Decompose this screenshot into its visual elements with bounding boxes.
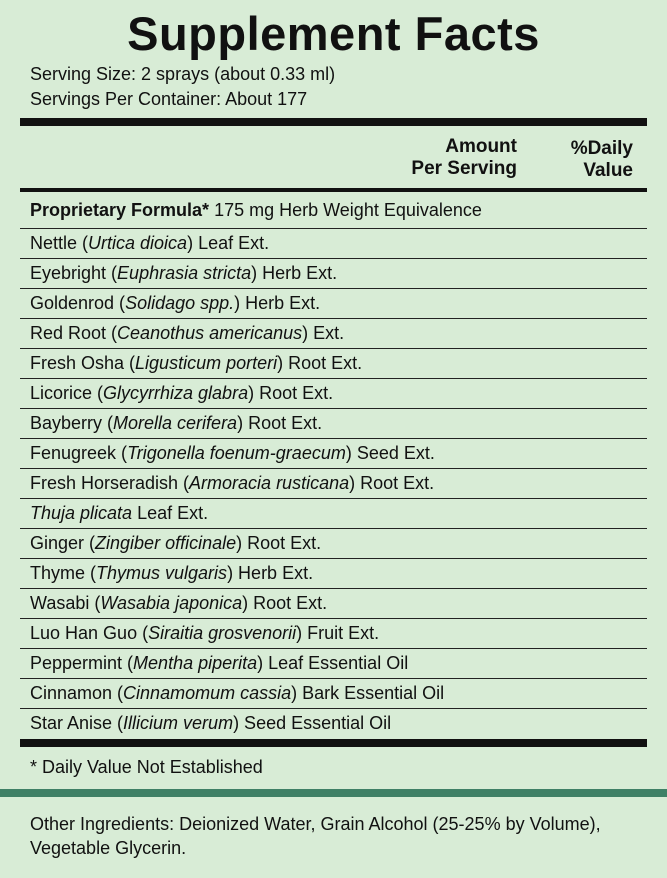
ingredient-common-name: Thyme ( <box>30 563 97 583</box>
servings-per-container: Servings Per Container: About 177 <box>30 89 308 109</box>
ingredient-row <box>20 619 647 649</box>
ingredient-common-name: Peppermint ( <box>30 653 134 673</box>
ingredient-part: ) Bark Essential Oil <box>291 683 445 703</box>
ingredient-part: ) Root Ext. <box>237 413 323 433</box>
ingredient-row <box>20 529 647 559</box>
ingredient-latin-name: Siraitia grosvenorii <box>148 623 297 643</box>
ingredient-part: ) Seed Ext. <box>345 443 435 463</box>
daily-value-footnote: * Daily Value Not Established <box>30 757 263 777</box>
ingredient-row <box>20 499 647 529</box>
ingredient-common-name: Fresh Horseradish ( <box>30 473 190 493</box>
ingredient-common-name: Cinnamon ( <box>30 683 124 703</box>
ingredient-common-name: Star Anise ( <box>30 713 124 733</box>
ingredient-common-name: Fresh Osha ( <box>30 353 136 373</box>
ingredient-latin-name: Thuja plicata <box>30 503 133 523</box>
ingredient-latin-name: Solidago spp. <box>125 293 235 313</box>
ingredient-common-name: Ginger ( <box>30 533 96 553</box>
ingredient-row <box>20 649 647 679</box>
ingredient-row <box>20 559 647 589</box>
ingredient-row <box>20 439 647 469</box>
ingredient-common-name: Fenugreek ( <box>30 443 128 463</box>
ingredient-common-name: Eyebright ( <box>30 263 118 283</box>
amount-per-serving-header <box>411 136 517 180</box>
serving-size: Serving Size: 2 sprays (about 0.33 ml) <box>30 64 336 84</box>
ingredient-part: ) Fruit Ext. <box>296 623 380 643</box>
ingredient-part: ) Seed Essential Oil <box>233 713 392 733</box>
ingredient-row <box>20 289 647 319</box>
ingredient-latin-name: Ligusticum porteri <box>135 353 278 373</box>
ingredient-part: Leaf Ext. <box>132 503 209 523</box>
ingredient-part: ) Leaf Ext. <box>187 233 270 253</box>
ingredient-latin-name: Ceanothus americanus <box>117 323 303 343</box>
ingredient-common-name: Bayberry ( <box>30 413 114 433</box>
ingredient-row <box>20 259 647 289</box>
ingredient-row <box>20 349 647 379</box>
ingredient-part: ) Root Ext. <box>277 353 363 373</box>
ingredient-common-name: Goldenrod ( <box>30 293 126 313</box>
ingredient-list <box>20 229 647 739</box>
ingredient-latin-name: Zingiber officinale <box>95 533 237 553</box>
ingredient-part: ) Root Ext. <box>236 533 322 553</box>
ingredient-latin-name: Thymus vulgaris <box>96 563 228 583</box>
ingredient-row <box>20 589 647 619</box>
ingredient-latin-name: Euphrasia stricta <box>117 263 252 283</box>
proprietary-formula-row <box>20 192 647 228</box>
ingredient-part: ) Root Ext. <box>349 473 435 493</box>
ingredient-row <box>20 679 647 709</box>
supplement-facts-panel <box>20 0 647 787</box>
ingredient-common-name: Licorice ( <box>30 383 104 403</box>
ingredient-common-name: Red Root ( <box>30 323 118 343</box>
ingredient-part: ) Root Ext. <box>242 593 328 613</box>
formula-amount: 175 mg Herb Weight Equivalence <box>214 200 482 220</box>
ingredient-latin-name: Armoracia rusticana <box>189 473 350 493</box>
dv-header-line1: %Daily <box>570 138 633 159</box>
other-ingredients: Other Ingredients: Deionized Water, Grain Alcohol (25-25% by Volume), Vegetable Glycerin. <box>30 814 601 858</box>
ingredient-part: ) Herb Ext. <box>234 293 321 313</box>
daily-value-header <box>571 138 633 182</box>
ingredient-row <box>20 379 647 409</box>
top-rule <box>20 118 647 126</box>
ingredient-part: ) Herb Ext. <box>251 263 338 283</box>
ingredient-latin-name: Cinnamomum cassia <box>123 683 292 703</box>
ingredient-row <box>20 409 647 439</box>
ingredient-part: ) Leaf Essential Oil <box>257 653 409 673</box>
ingredient-row <box>20 319 647 349</box>
ingredient-row <box>20 229 647 259</box>
ingredient-latin-name: Trigonella foenum-graecum <box>127 443 346 463</box>
ingredient-row <box>20 469 647 499</box>
ingredient-common-name: Luo Han Guo ( <box>30 623 149 643</box>
divider-band <box>0 789 667 797</box>
ingredient-latin-name: Mentha piperita <box>133 653 258 673</box>
ingredient-latin-name: Glycyrrhiza glabra <box>103 383 249 403</box>
panel-title: Supplement Facts <box>127 7 540 60</box>
amount-header-line1: Amount <box>445 136 517 157</box>
ingredient-latin-name: Morella cerifera <box>113 413 238 433</box>
ingredient-row <box>20 709 647 739</box>
ingredient-latin-name: Urtica dioica <box>88 233 188 253</box>
bottom-rule <box>20 739 647 747</box>
ingredient-latin-name: Illicium verum <box>123 713 234 733</box>
dv-header-line2: Value <box>583 160 633 181</box>
ingredient-common-name: Nettle ( <box>30 233 89 253</box>
ingredient-part: ) Herb Ext. <box>227 563 314 583</box>
ingredient-part: ) Ext. <box>302 323 345 343</box>
amount-header-line2: Per Serving <box>411 158 517 179</box>
ingredient-latin-name: Wasabia japonica <box>100 593 243 613</box>
formula-name: Proprietary Formula* <box>30 200 210 220</box>
ingredient-part: ) Root Ext. <box>248 383 334 403</box>
column-header-row <box>20 126 647 188</box>
ingredient-common-name: Wasabi ( <box>30 593 101 613</box>
